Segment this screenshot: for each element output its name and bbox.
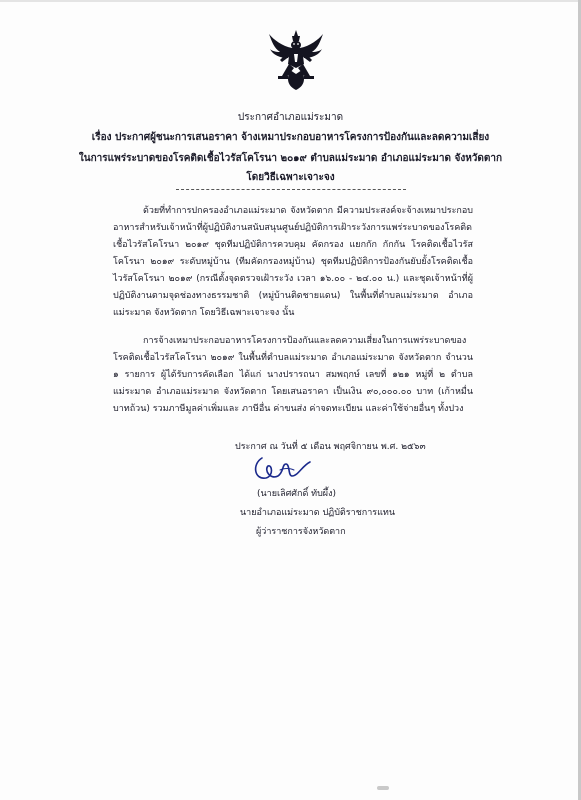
garuda-emblem-icon: [268, 30, 324, 90]
handwritten-signature: [250, 450, 340, 486]
header-divider: [176, 189, 406, 190]
page-mark: [377, 786, 389, 790]
announce-date: ประกาศ ณ วันที่ ๕ เดือน พฤศจิกายน พ.ศ. ๒๕๖๓: [235, 442, 426, 452]
subject-line-2: ในการแพร่ระบาดของโรคติดเชื้อไวรัสโคโรนา ๒๐๑๙ ตำบลแม่ระมาด อำเภอแม่ระมาด จังหวัดตาก: [78, 153, 503, 164]
paragraph-2: [113, 333, 473, 418]
signatory-name: (นายเลิศศักดิ์ ทับผึ้ง): [257, 489, 336, 499]
signatory-position-2: ผู้ว่าราชการจังหวัดตาก: [256, 527, 346, 537]
subject-line-3: โดยวิธีเฉพาะเจาะจง: [246, 172, 335, 183]
subject-line-1: เรื่อง ประกาศผู้ชนะการเสนอราคา จ้างเหมาประกอบอาหารโครงการป้องกันและลดความเสี่ยง: [91, 132, 490, 143]
paragraph-2-text: การจ้างเหมาประกอบอาหารโครงการป้องกันและลดความเสี่ยงในการแพร่ระบาดของโรคติดเชื้อไวรัสโคโรนา ๒๐๑๙ ในพื้นที่ตำบลแม่ระมาด อำเภอแม่ระมาด จังหวัดตาก จำนวน ๑ รายการ ผู้ได้รับการคัดเลือก ได้แก่ นางปรารถนา สมพฤกษ์ เลขที่ ๑๒๑ หมู่ที่ ๒ ตำบลแม่ระมาด อำเภอแม่ระมาด จังหวัดตาก โดยเสนอราคา เป็นเงิน ๙๐,๐๐๐.๐๐ บาท (เก้าหมื่นบาทถ้วน) รวมภาษีมูลค่าเพิ่มและ ภาษีอื่น ค่าขนส่ง ค่าจดทะเบียน และค่าใช้จ่ายอื่นๆ ทั้งปวง: [113, 336, 473, 414]
page-top-edge: [0, 0, 581, 2]
paragraph-1: [113, 203, 473, 322]
office-title: ประกาศอำเภอแม่ระมาด: [237, 112, 344, 123]
signatory-position-1: นายอำเภอแม่ระมาด ปฏิบัติราชการแทน: [240, 508, 395, 518]
paragraph-1-text: ด้วยที่ทำการปกครองอำเภอแม่ระมาด จังหวัดตาก มีความประสงค์จะจ้างเหมาประกอบอาหารสำหรับเจ้าหน้าที่ผู้ปฏิบัติงานสนับสนุนศูนย์ปฏิบัติการเฝ้าระวังการแพร่ระบาดของโรคติดเชื้อไวรัสโคโรนา ๒๐๑๙ ชุดทีมปฏิบัติการควบคุม คัดกรอง แยกกัก กักกัน โรคติดเชื้อไวรัสโคโรนา ๒๐๑๙ ระดับหมู่บ้าน (ทีมคัดกรองหมู่บ้าน) ชุดทีมปฏิบัติการป้องกันยับยั้งโรคติดเชื้อไวรัสโคโรนา ๒๐๑๙ (กรณีตั้งจุดตรวจเฝ้าระวัง เวลา ๑๖.๐๐ - ๒๔.๐๐ น.) และชุดเจ้าหน้าที่ผู้ปฏิบัติงานตามจุดช่องทางธรรมชาติ (หมู่บ้านติดชายแดน) ในพื้นที่ตำบลแม่ระมาด อำเภอแม่ระมาด จังหวัดตาก โดยวิธีเฉพาะเจาะจง นั้น: [113, 206, 473, 318]
